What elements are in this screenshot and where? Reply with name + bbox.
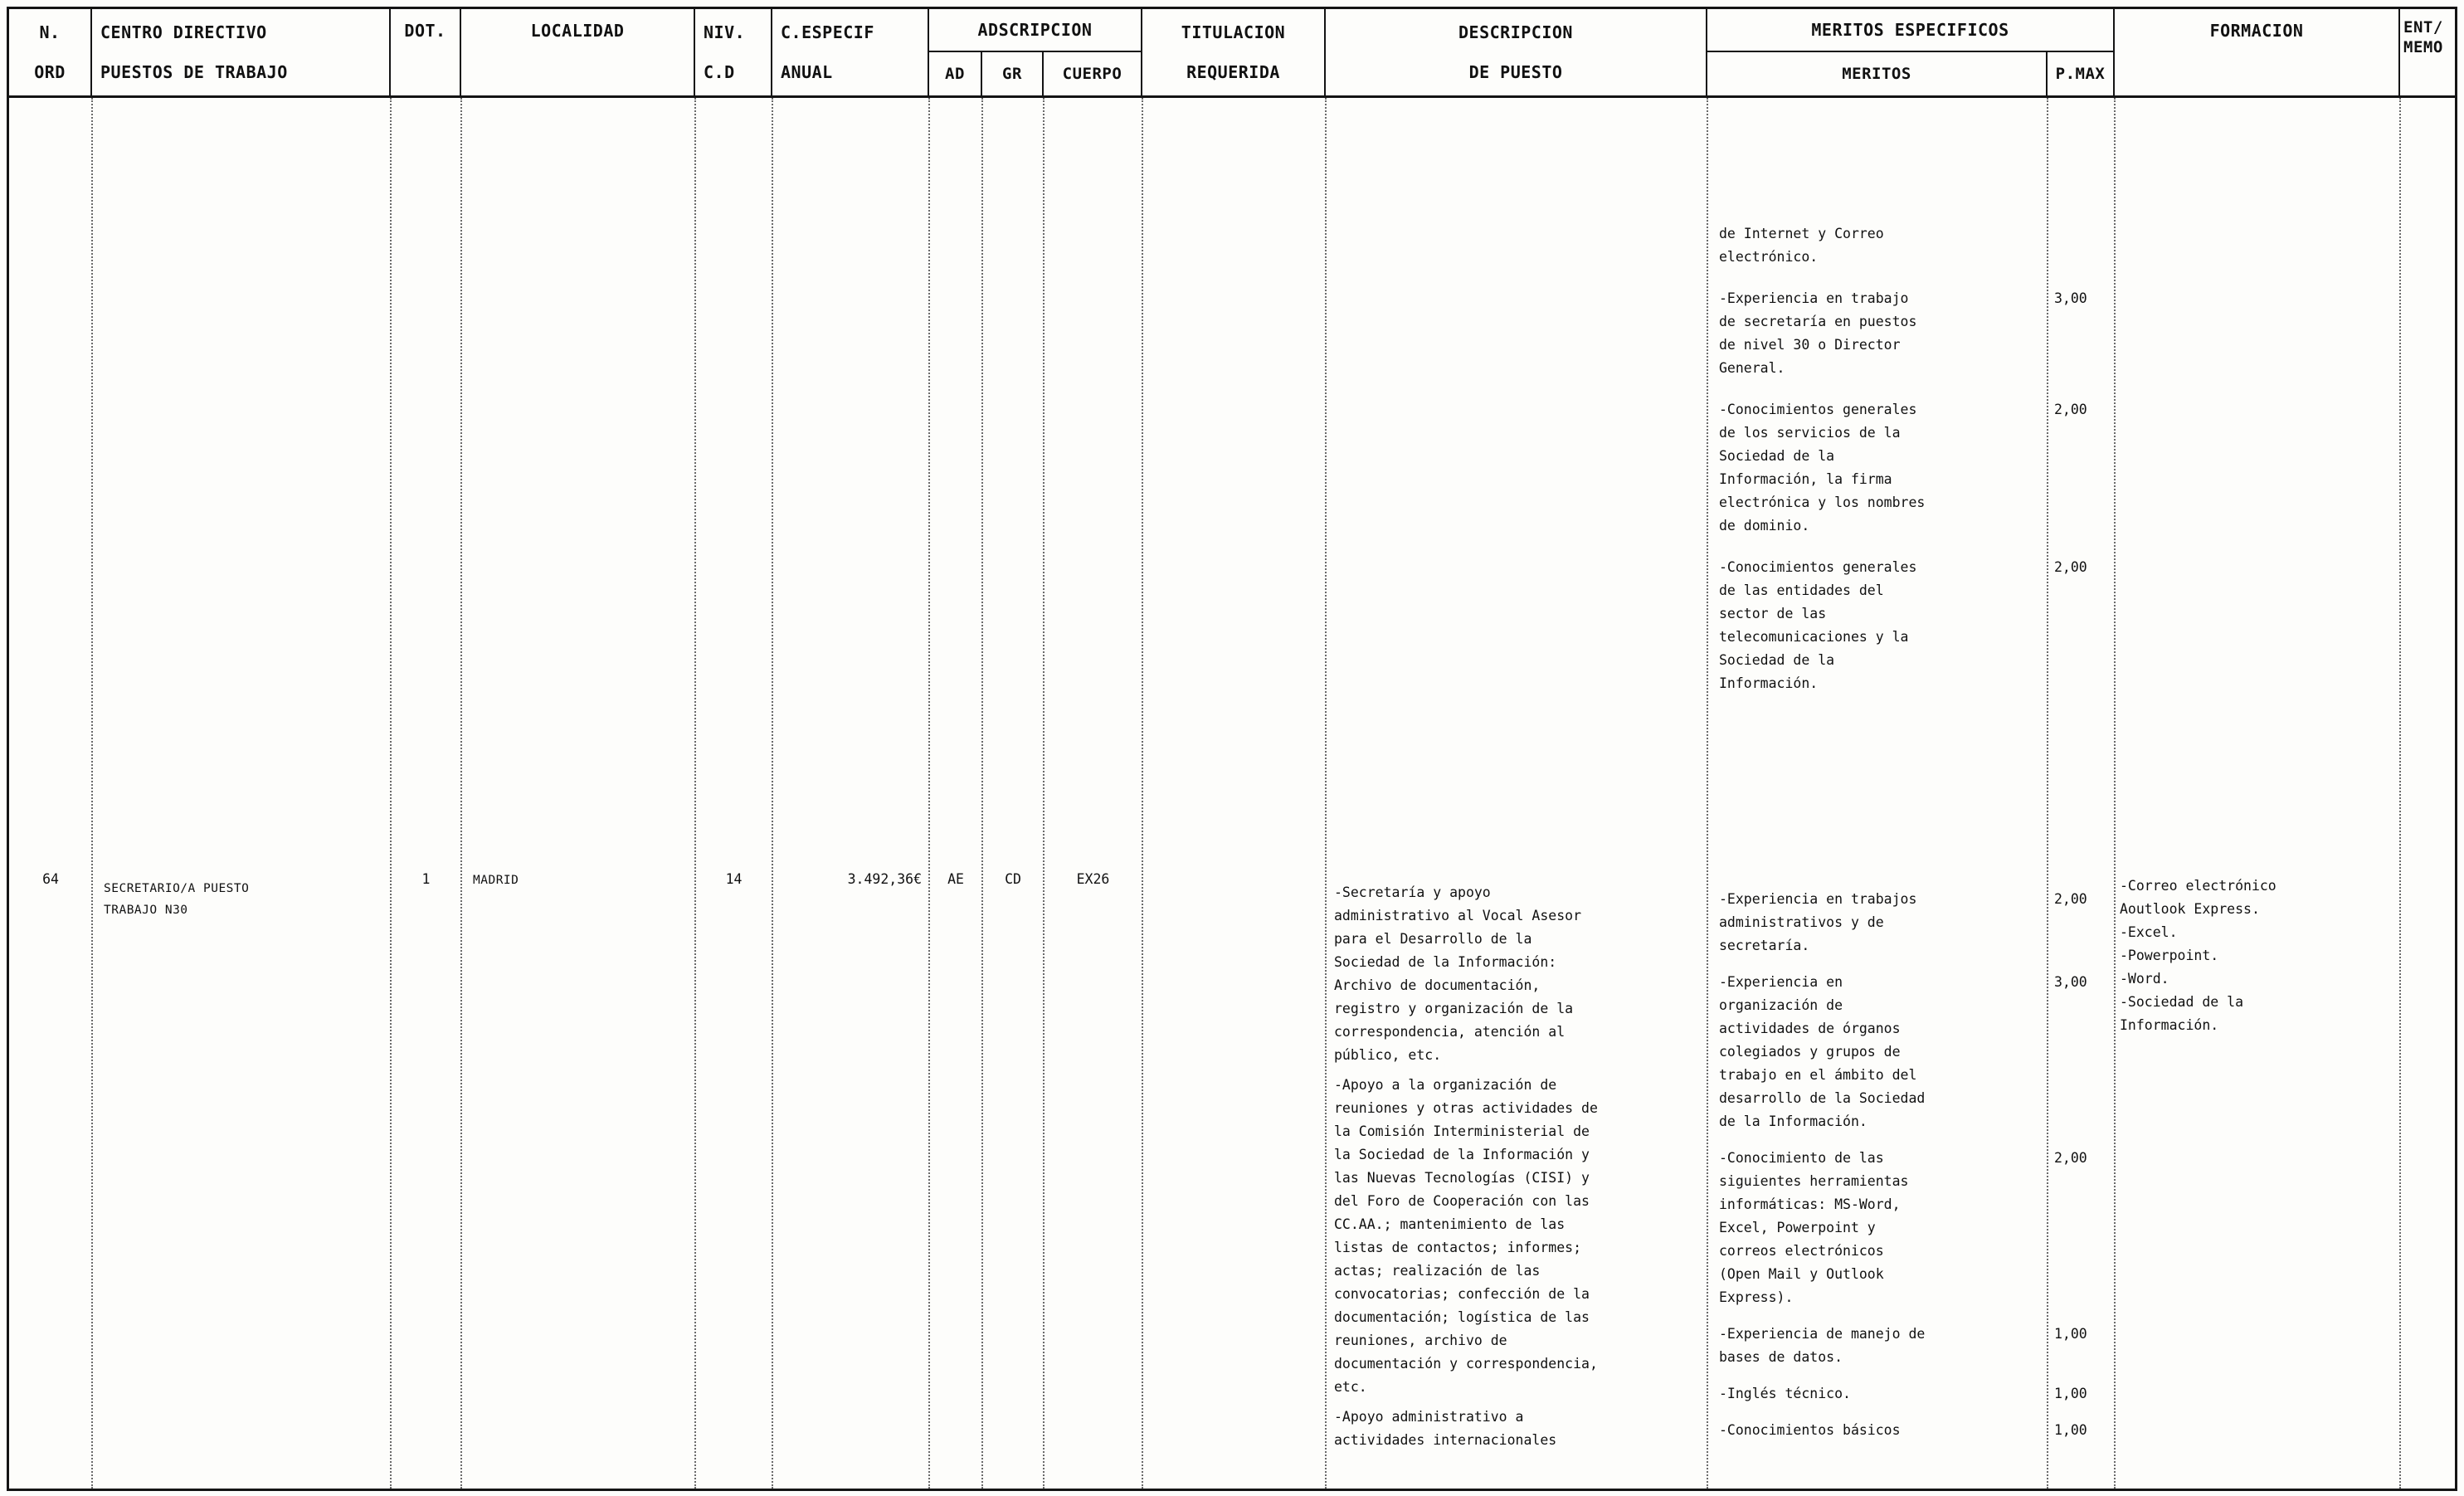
merit-text: -Conocimiento de las siguientes herramientas informáticas: MS-Word, Excel, Powerpoint y correos electrónicos (Open Mail y Outlook Express). — [1719, 1150, 1909, 1305]
descripcion-paragraph: -Secretaría y apoyo administrativo al Vocal Asesor para el Desarrollo de la Sociedad de la Información: Archivo de documentación, registro y organización de la correspondencia, atención al público, etc. — [1334, 884, 1582, 1063]
header-meritos-label: MERITOS — [1842, 65, 1911, 83]
column-divider — [928, 98, 930, 1489]
header-localidad — [461, 9, 695, 95]
job-positions-table — [7, 7, 2457, 1491]
merit-pmax: 2,00 — [2054, 559, 2087, 575]
merit-text: -Inglés técnico. — [1719, 1386, 1851, 1401]
header-gr-label: GR — [1002, 65, 1022, 83]
merit-pmax: 1,00 — [2054, 1422, 2087, 1438]
merit-text: -Experiencia de manejo de bases de datos. — [1719, 1326, 1926, 1365]
merit-text: -Conocimientos básicos — [1719, 1422, 1901, 1438]
header-descripcion-line1: DESCRIPCION — [1458, 22, 1573, 42]
row64-n-ord: 64 — [42, 871, 59, 887]
column-divider — [981, 98, 983, 1489]
header-adscripcion-label: ADSCRIPCION — [977, 20, 1093, 40]
formacion-line: -Excel. — [2120, 924, 2178, 940]
header-gr — [982, 52, 1044, 95]
header-dot — [391, 9, 461, 95]
merit-item — [1707, 1147, 2115, 1309]
column-divider — [1142, 98, 1143, 1489]
header-dot-label: DOT. — [404, 21, 446, 41]
merit-item — [1707, 971, 2115, 1133]
header-ad-label: AD — [945, 65, 965, 83]
header-c-especif — [772, 9, 929, 95]
row64-centro-directivo: SECRETARIO/A PUESTO TRABAJO N30 — [104, 882, 250, 917]
merit-text: -Conocimientos generales de las entidades del sector de las telecomunicaciones y la Sociedad de la Información. — [1719, 559, 1917, 691]
row64-gr: CD — [1005, 871, 1021, 887]
header-ent-memo — [2400, 9, 2455, 95]
header-adscripcion-group — [929, 9, 1142, 52]
header-niv-line1: NIV. — [704, 22, 746, 42]
merit-text: -Conocimientos generales de los servicios de la Sociedad de la Información, la firma electrónica y los nombres de dominio. — [1719, 402, 1926, 534]
header-n-ord-line1: N. — [39, 22, 61, 42]
column-divider — [1325, 98, 1327, 1489]
header-niv-line2: C.D — [704, 62, 735, 82]
column-divider — [694, 98, 696, 1489]
header-meritos — [1707, 52, 2048, 95]
merit-pmax: 3,00 — [2054, 290, 2087, 306]
header-formacion — [2115, 9, 2400, 95]
row64-localidad: MADRID — [473, 874, 519, 887]
header-titulacion-line1: TITULACION — [1181, 22, 1286, 42]
header-cuerpo — [1044, 52, 1142, 95]
merit-pmax: 2,00 — [2054, 1150, 2087, 1166]
formacion-line: -Powerpoint. — [2120, 948, 2219, 963]
header-niv-cd — [695, 9, 772, 95]
merit-item — [1707, 222, 2115, 269]
header-n-ord — [9, 9, 92, 95]
formacion-line: -Sociedad de la Información. — [2120, 994, 2244, 1033]
header-cespecif-line1: C.ESPECIF — [781, 22, 874, 42]
merit-item — [1707, 398, 2115, 538]
merit-text: -Experiencia en organización de actividades de órganos colegiados y grupos de trabajo en el ámbito del desarrollo de la Sociedad de la Información. — [1719, 974, 1926, 1129]
header-formacion-label: FORMACION — [2209, 21, 2304, 41]
formacion-line: -Correo electrónico Aoutlook Express. — [2120, 878, 2277, 917]
row64-formacion-block — [2120, 875, 2286, 1037]
header-ent-line1: ENT/ — [2403, 18, 2443, 37]
merit-pmax: 2,00 — [2054, 402, 2087, 417]
column-divider — [2399, 98, 2401, 1489]
merit-text: de Internet y Correo electrónico. — [1719, 226, 1884, 265]
header-meritos-especificos-group — [1707, 9, 2115, 52]
header-meritos-especificos-label: MERITOS ESPECIFICOS — [1811, 20, 2009, 40]
row64-dot: 1 — [421, 871, 431, 887]
header-descripcion-line2: DE PUESTO — [1468, 62, 1563, 82]
column-divider — [772, 98, 773, 1489]
header-centro-line1: CENTRO DIRECTIVO — [100, 22, 267, 42]
descripcion-paragraph: -Apoyo a la organización de reuniones y otras actividades de la Comisión Interministerial de la Sociedad de la Información y las Nuevas Tecnologías (CISI) y del Foro de Cooperación con las CC.AA.; mantenimiento de las listas de contactos; informes; actas; realización de las convocatorias; confección de la documentación; logística de las reuniones, archivo de documentación y correspondencia, etc. — [1334, 1077, 1598, 1395]
merit-pmax: 2,00 — [2054, 891, 2087, 907]
merit-item — [1707, 1419, 2115, 1442]
merit-item — [1707, 1382, 2115, 1406]
merit-item — [1707, 888, 2115, 958]
header-localidad-label: LOCALIDAD — [530, 21, 625, 41]
row64-descripcion-puesto — [1334, 881, 1600, 1459]
header-centro-line2: PUESTOS DE TRABAJO — [100, 62, 288, 82]
continuation-meritos-block — [1707, 222, 2115, 714]
formacion-line: -Word. — [2120, 971, 2169, 987]
column-divider — [91, 98, 93, 1489]
column-divider — [460, 98, 462, 1489]
merit-pmax: 1,00 — [2054, 1386, 2087, 1401]
header-titulacion — [1142, 9, 1326, 95]
header-cespecif-line2: ANUAL — [781, 62, 833, 82]
table-body — [9, 98, 2455, 1489]
header-pmax — [2048, 52, 2115, 95]
merit-item — [1707, 556, 2115, 695]
merit-text: -Experiencia en trabajos administrativos y de secretaría. — [1719, 891, 1917, 953]
header-n-ord-line2: ORD — [34, 62, 66, 82]
merit-pmax: 3,00 — [2054, 974, 2087, 990]
merit-pmax: 1,00 — [2054, 1326, 2087, 1342]
row64-niv-cd: 14 — [725, 871, 743, 887]
header-ent-line2: MEMO — [2403, 38, 2443, 56]
merit-item — [1707, 287, 2115, 380]
row64-ad: AE — [947, 871, 964, 887]
column-divider — [1043, 98, 1045, 1489]
column-divider — [390, 98, 392, 1489]
table-header — [9, 9, 2455, 98]
merit-item — [1707, 1323, 2115, 1369]
header-centro-directivo — [92, 9, 391, 95]
row64-meritos-block — [1707, 888, 2115, 1455]
header-cuerpo-label: CUERPO — [1062, 65, 1122, 83]
header-ad — [929, 52, 982, 95]
row64-c-especif-anual: 3.492,36€ — [847, 871, 922, 887]
header-descripcion — [1326, 9, 1707, 95]
descripcion-paragraph: -Apoyo administrativo a actividades internacionales — [1334, 1409, 1557, 1448]
header-titulacion-line2: REQUERIDA — [1186, 62, 1280, 82]
header-pmax-label: P.MAX — [2055, 65, 2106, 83]
row64-cuerpo: EX26 — [1076, 871, 1110, 887]
merit-text: -Experiencia en trabajo de secretaría en puestos de nivel 30 o Director General. — [1719, 290, 1917, 376]
